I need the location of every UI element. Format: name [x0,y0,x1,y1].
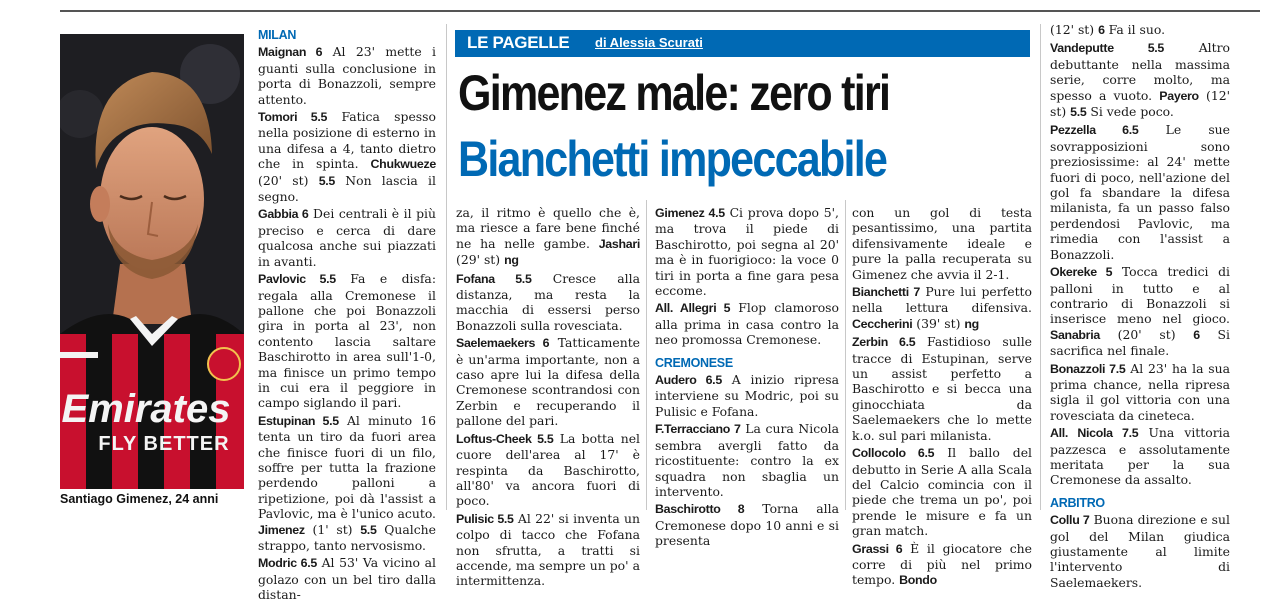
rating-pezzella: Pezzella 6.5 Le sue sovrapposizioni sono preziosissime: al 24' mette fuori di poco, nell'azione del gol fa sbandare la difesa milanista, fa un passo falso perdendosi Pavlovic, ma rimedia con l'assist a Bonazzoli. [1050,122,1230,262]
column-3 [655,205,839,551]
rating-audero: Audero 6.5 A inizio ripresa interviene su Modric, poi su Pulisic e Fofana. [655,372,839,419]
headline-line-2: Bianchetti impeccabile [458,131,887,187]
svg-text:FLY BETTER: FLY BETTER [98,433,230,455]
column-divider [446,24,447,510]
rating-grassi: Grassi 6 È il giocatore che corre di più nel primo tempo. Bondo [852,540,1032,588]
rating-modric-cont: za, il ritmo è quello che è, ma riesce a fare bene finché ne ha nelle gambe. Jashari (29' st) ng [456,205,640,268]
rating-okereke: Okereke 5 Tocca tredici di palloni in tutto e al contrario di Bonazzoli si inserisce meno nel gioco. Sanabria (20' st) 6 Si sacrifica nel finale. [1050,264,1230,359]
column-4 [852,205,1032,591]
rating-tomori: Tomori 5.5 Fatica spesso nella posizione di esterno in una difesa a 4, tanto dietro che in spinta. Chukwueze (20' st) 5.5 Non lascia il segno. [258,109,436,205]
rating-gabbia: Gabbia 6 Dei centrali è il più preciso e cerca di dare qualcosa anche sui piazzati in avanti. [258,206,436,269]
rating-collocolo: Collocolo 6.5 Il ballo del debutto in Serie A alla Scala del Calcio comincia con il piede che trema un po', poi prende le misure e fa un gran match. [852,445,1032,539]
rating-bianchetti: Bianchetti 7 Pure lui perfetto nella lettura difensiva. Ceccherini (39' st) ng [852,284,1032,331]
column-milan [258,24,436,605]
rating-vandeputte: Vandeputte 5.5 Altro debuttante nella massima serie, corre molto, ma spesso a vuoto. Payero (12' st) 5.5 Si vede poco. [1050,40,1231,120]
rating-bonazzoli: Bonazzoli 7.5 Al 23' ha la sua prima chance, nella ripresa sigla il gol vittoria con una rovesciata da cineteca. [1050,360,1230,423]
rating-loftus-cheek: Loftus-Cheek 5.5 La botta nel cuore dell'area al 17' è respinta da Baschirotto, all'80' va ancora fuori di poco. [456,430,640,509]
rating-terracciano: F.Terracciano 7 La cura Nicola sembra avergli fatto da ricostituente: contro la ex squadra non sbaglia un intervento. [655,421,839,499]
player-photo [60,34,244,489]
section-cremonese: CREMONESE [655,355,733,370]
rating-fofana: Fofana 5.5 Cresce alla distanza, ma resta la macchia di essersi perso Bonazzoli sulla rovesciata. [456,270,640,333]
rating-pavlovic: Pavlovic 5.5 Fa e disfa: regala alla Cremonese il pallone che poi Bonazzoli gira in porta al 23', non contento lascia saltare Baschirotto in area sull'1-0, ma finisce un primo tempo in cui era il peggiore in campo siglando il pari. [258,271,436,411]
rating-allegri: All. Allegri 5 Flop clamoroso alla prima in casa contro la neo promossa Cremonese. [655,300,840,348]
column-5 [1050,22,1230,592]
section-milan: MILAN [258,28,297,42]
column-divider [646,200,647,510]
rating-zerbin: Zerbin 6.5 Fastidioso sulle tracce di Estupinan, serve un assist perfetto a Baschirotto e si becca una ginocchiata da Saelemaekers che lo mette k.o. sul pari milanista. [852,334,1033,443]
le-pagelle-banner [455,30,1030,57]
rating-gimenez: Gimenez 4.5 Ci prova dopo 5', ma trova il piede di Baschirotto, poi segna al 20' ma è in fuorigioco: la voce 0 tiri in porta a fine gara pesa eccome. [655,205,839,299]
rating-maignan: Maignan 6 Al 23' mette i guanti sulla conclusione in porta di Bonazzoli, sempre attento. [258,44,436,107]
rating-pulisic: Pulisic 5.5 Al 22' si inventa un colpo di tacco che Fofana non sfrutta, a tratti si accende, ma sempre un po' a intermittenza. [456,510,641,589]
headline-line-1: Gimenez male: zero tiri [458,65,890,121]
column-divider [1040,24,1041,510]
banner-author: di Alessia Scurati [595,35,703,50]
column-2 [456,205,640,591]
rating-baschirotto: Baschirotto 8 Torna alla Cremonese dopo 10 anni e si presenta [655,501,839,549]
rating-nicola: All. Nicola 7.5 Una vittoria pazzesca e assolutamente meritata per la sua Cremonese da assalto. [1050,425,1230,488]
column-divider [845,200,846,510]
rating-estupinan: Estupinan 5.5 Al minuto 16 tenta un tiro da fuori area che finisce fuori di un filo, soffre per tutta la frazione perdendo palloni a ripetizione, poi dà l'assist a Pavlovic, ma è l'unico acuto. Jimenez (1' st) 5.5 Qualche strappo, tanto nervosismo. [258,412,436,553]
banner-title: LE PAGELLE [467,33,570,52]
section-arbitro: ARBITRO [1050,495,1105,510]
rating-modric: Modric 6.5 Al 53' Va vicino al golazo con un bel tiro dalla distan- [258,555,436,603]
rating-bondo-cont: (12' st) 6 Fa il suo. [1050,22,1166,37]
rating-saelemaekers: Saelemaekers 6 Tatticamente è un'arma importante, non a caso apre lui la difesa della Cremonese scontrandosi con Zerbin e recuperando il pallone del pari. [456,335,640,429]
shirt-sponsor: Emirates [61,387,231,431]
rating-collu: Collu 7 Buona direzione e sul gol del Milan giudica giustamente al limite l'intervento di Saelemaekers. [1050,512,1230,590]
rating-baschirotto-cont: con un gol di testa pesantissimo, una partita difensivamente ideale e pure la palla recuperata su Gimenez che avvia il 2-1. [852,205,1032,282]
top-rule [60,10,1260,12]
photo-caption: Santiago Gimenez, 24 anni [60,492,219,506]
